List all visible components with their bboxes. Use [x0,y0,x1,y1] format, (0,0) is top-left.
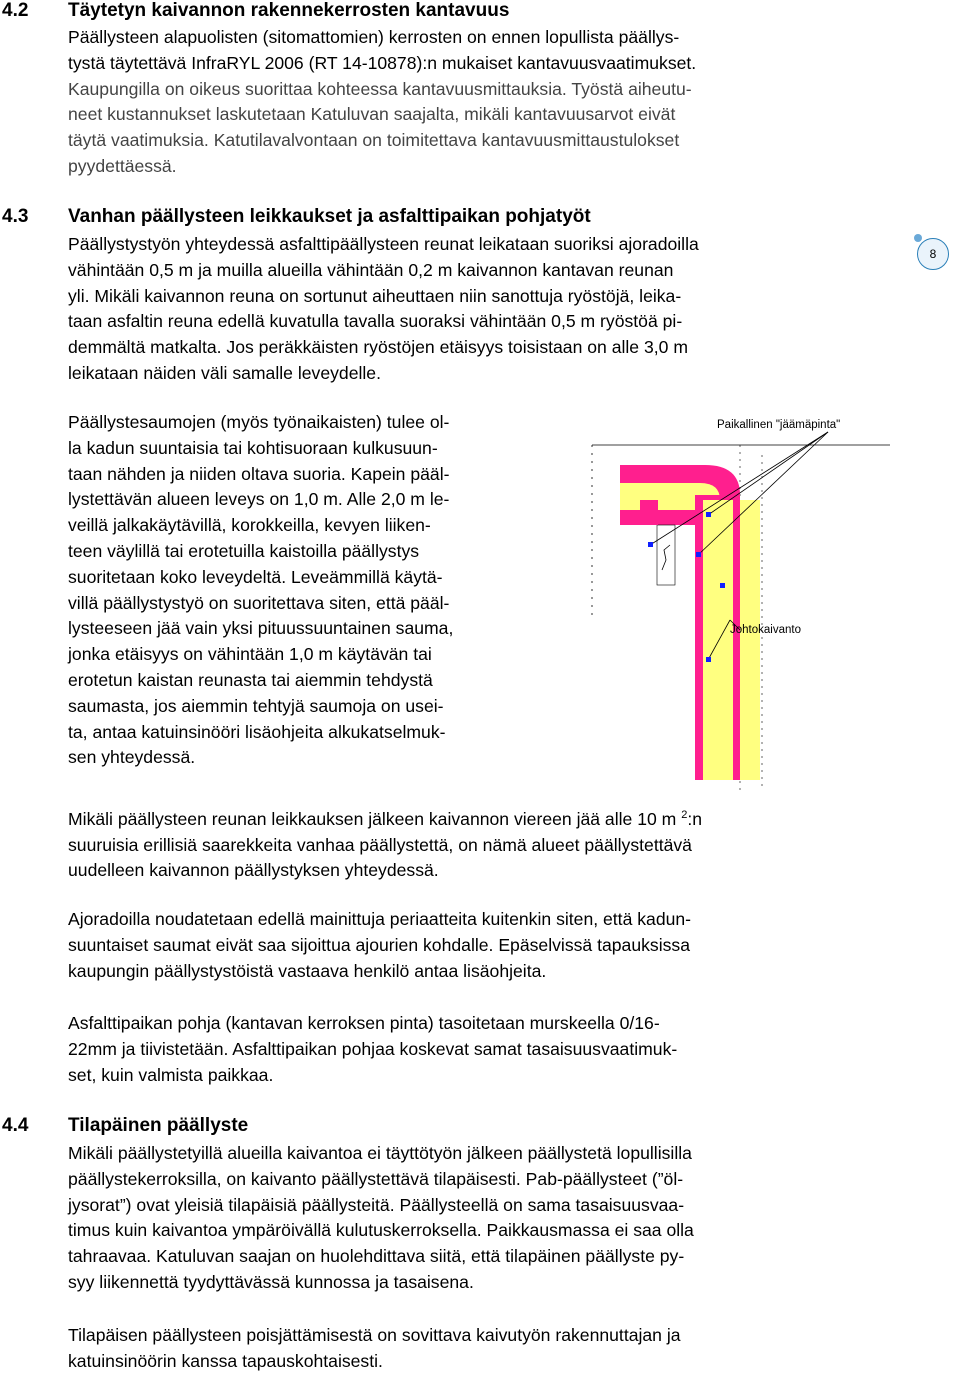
superscript: 2 [681,809,688,821]
blue-marker [706,512,711,517]
label-johtokaivanto: Johtokaivanto [730,624,801,636]
text-line: timus kuin kaivantoa ympäröivällä kulutuskerroksella. Paikkausmassa ei saa olla [68,1220,694,1241]
text-line: teen väylillä tai erotetuilla kaistoilla päällystys [68,540,420,561]
pink-stub [640,500,658,525]
section-body [68,232,948,387]
text-line: Tilapäisen päällysteen poisjättämisestä on sovittava kaivutyön rakennuttajan ja [68,1325,681,1345]
text-line: villä päällystystyö on suoritettava siten, että pääl- [68,592,450,613]
label-jaamapinta: Paikallinen "jäämäpinta" [717,419,841,431]
text-line: Kaupungilla on oikeus suorittaa kohteessa kantavuusmittauksia. Työstä aiheutu- [68,78,692,99]
blue-marker [648,542,653,547]
text-line: jysorat”) ovat yleisiä tilapäisiä päällysteitä. Päällysteellä on sama tasaisuusvaa- [68,1194,685,1215]
text-line: tahraavaa. Katuluvan saajan on huolehdittava siitä, että tilapäinen päällyste py- [68,1246,685,1267]
trench-diagram [580,400,920,800]
text-line: taan asfaltin reuna edellä kuvatulla tavalla suoraksi vähintään 0,5 m ryöstöä pi- [68,311,683,332]
text-line: lystettävän alueen leveys on 1,0 m. Alle 2,0 m le- [68,489,450,510]
text-line: syy liikennettä tyydyttävässä kunnossa ja tasaisena. [68,1271,474,1292]
text-line: taan nähden ja niiden oltava suoria. Kapein pääl- [68,463,450,484]
section-number: 4.4 [2,1115,29,1136]
section-title: Täytetyn kaivannon rakennekerrosten kantavuus [68,0,510,21]
text-line: sen yhteydessä. [68,747,196,768]
paragraph [68,803,948,884]
blue-marker [720,583,725,588]
text-line: Asfalttipaikan pohja (kantavan kerroksen pinta) tasoitetaan murskeella 0/16- [68,1013,660,1033]
blue-marker [696,552,701,557]
blue-marker [706,657,711,662]
text-line: 22mm ja tiivistetään. Asfalttipaikan pohjaa koskevat samat tasaisuusvaatimuk- [68,1038,678,1059]
text-line: suoritetaan koko leveydeltä. Leveämmillä käytä- [68,566,443,587]
paragraph [68,907,948,984]
section-title: Tilapäinen päällyste [68,1115,249,1136]
text-line: set, kuin valmista paikkaa. [68,1064,274,1085]
page-number-badge: 8 [917,238,949,270]
yellow-strip-right [740,500,760,780]
text-span: :n [687,808,703,829]
text-line: suuruisia erillisiä saarekkeita vanhaa päällystettä, on nämä alueet päällystettävä [68,834,692,855]
text-line: Päällystystyön yhteydessä asfalttipäällysteen reunat leikataan suoriksi ajoradoilla [68,234,699,254]
text-line: vähintään 0,5 m ja muilla alueilla vähintään 0,2 m kaivannon kantavan reunan [68,259,674,280]
text-line: Päällysteen alapuolisten (sitomattomien) kerrosten on ennen lopullista päällys- [68,27,680,47]
text-line: suuntaiset saumat eivät saa sijoittua ajourien kohdalle. Epäselvissä tapauksissa [68,934,691,955]
yellow-trench [703,500,733,780]
text-line: veillä jalkakäytävillä, korokkeilla, kevyen liiken- [68,515,431,536]
text-line: jonka etäisyys on vähintään 1,0 m käytävän tai [68,644,432,665]
text-line [68,803,948,833]
text-line: Ajoradoilla noudatetaan edellä mainittuja periaatteita kuitenkin siten, että kadun- [68,909,692,929]
notch [657,525,675,585]
text-line: yli. Mikäli kaivannon reuna on sortunut aiheuttaen niin sanottuja ryöstöjä, leika- [68,285,682,306]
text-line: katuinsinöörin kanssa tapauskohtaisesti. [68,1350,383,1371]
text-line: la kadun suuntaisia tai kohtisuoraan kulkusuun- [68,437,438,458]
text-line: päällystekerroksilla, on kaivanto päällystettävä tilapäisesti. Pab-päällysteet (”öl- [68,1168,684,1189]
text-line: Päällystesaumojen (myös työnaikaisten) tulee ol- [68,412,450,432]
text-line: kaupungin päällystystöistä vastaava henkilö antaa lisäohjeita. [68,960,547,981]
section-body [68,1141,948,1296]
text-line: täytä vaatimuksia. Katutilavalvontaan on toimitettava kantavuusmittaustulokset [68,130,680,151]
text-line: neet kustannukset laskutetaan Katuluvan saajalta, mikäli kantavuusarvot eivät [68,104,676,125]
side-text [68,410,568,771]
section-title: Vanhan päällysteen leikkaukset ja asfalttipaikan pohjatyöt [68,206,591,227]
text-line: demmältä matkalta. Jos peräkkäisten ryöstöjen etäisyys toisistaan on alle 3,0 m [68,337,688,358]
paragraph [68,1011,948,1088]
paragraph [68,1323,948,1375]
section-number: 4.2 [2,0,29,21]
text-line: saumasta, jos aiemmin tehtyjä saumoja on usei- [68,695,444,716]
text-line: ta, antaa katuinsinööri lisäohjeita alkukatselmuk- [68,721,446,742]
text-line: erotetun kaistan reunasta tai aiemmin tehdystä [68,669,433,690]
text-span: Mikäli päällysteen reunan leikkauksen jälkeen kaivannon viereen jää alle 10 m [68,808,677,829]
text-line: tystä täytettävä InfraRYL 2006 (RT 14-10878):n mukaiset kantavuusvaatimukset. [68,52,697,73]
text-line: pyydettäessä. [68,155,177,176]
text-line: Mikäli päällystetyillä alueilla kaivantoa ei täyttötyön jälkeen päällystetä lopullisilla [68,1143,692,1163]
text-line: leikataan näiden väli samalle leveydelle. [68,362,381,383]
section-number: 4.3 [2,206,29,227]
page-badge-dot [914,234,922,242]
text-line: uudelleen kaivannon päällystyksen yhteydessä. [68,860,439,881]
section-body [68,25,948,180]
text-line: lysteeseen jää vain yksi pituussuuntainen sauma, [68,618,454,639]
